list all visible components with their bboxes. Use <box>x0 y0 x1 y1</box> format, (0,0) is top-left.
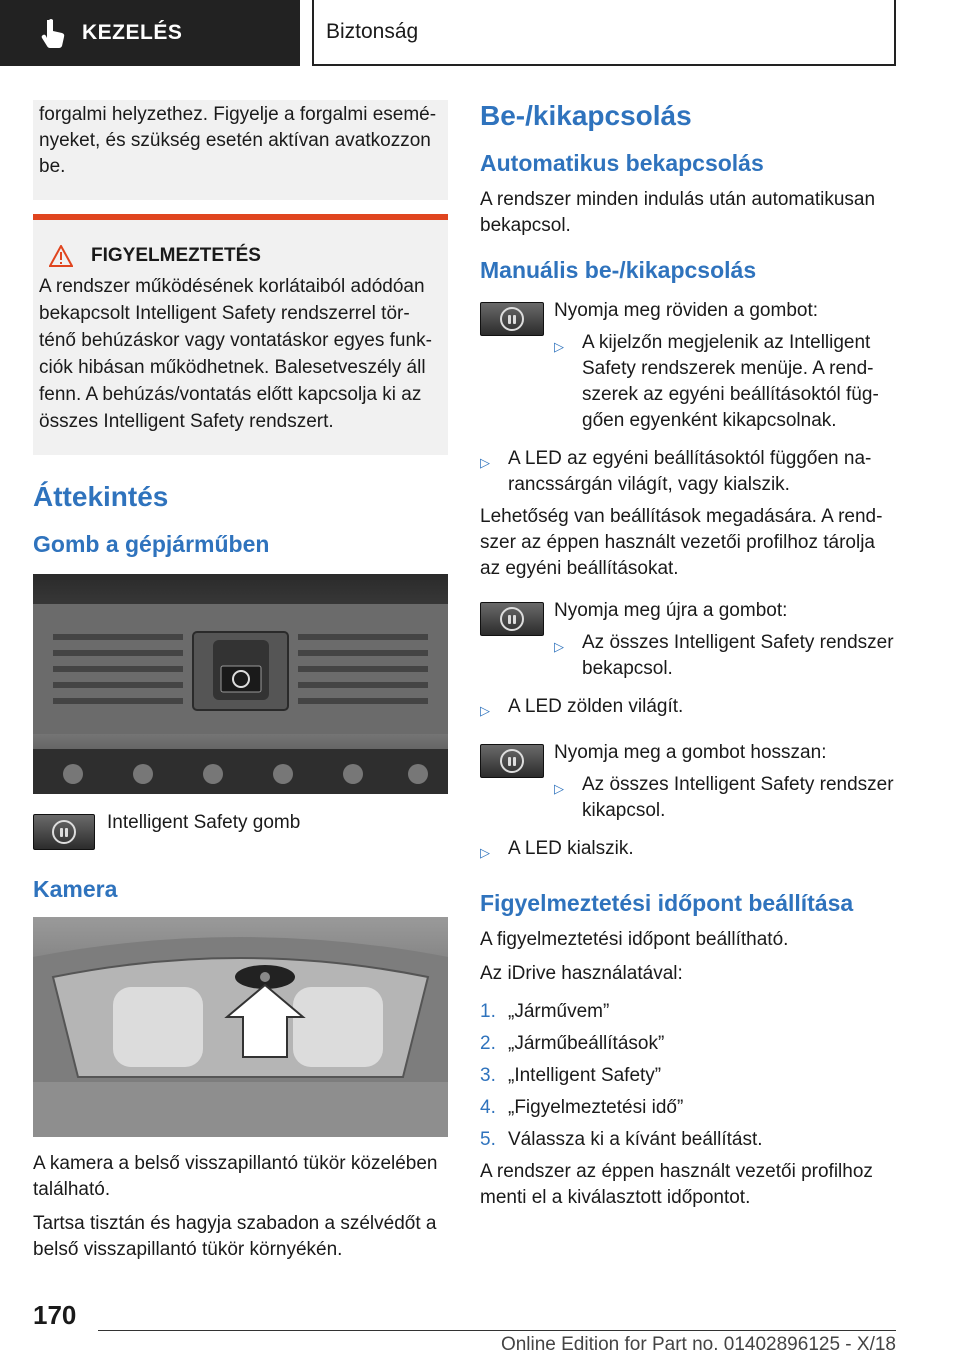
press-again-row <box>480 598 896 688</box>
footer-divider <box>98 1330 896 1331</box>
overview-title: Áttekintés <box>33 481 169 512</box>
bullet-triangle-icon: ▷ <box>554 339 564 354</box>
warning-title-row <box>39 242 440 269</box>
topic-label: Biztonság <box>312 0 896 66</box>
left-column <box>33 100 448 1271</box>
button-caption: Intelligent Safety gomb <box>107 812 301 833</box>
bullet-triangle-icon: ▷ <box>480 455 490 470</box>
page-number: 170 <box>33 1300 77 1330</box>
button-caption-row <box>33 810 448 850</box>
dashboard-illustration <box>33 574 448 794</box>
short-led-bullet: ▷ A LED az egyéni beállításoktól függően na-rancssárgán világít, vagy kialszik. <box>480 446 896 498</box>
intelligent-safety-button-icon <box>33 814 95 850</box>
warning-text: A rendszer működésének korlátaiból adódóan bekapcsolt Intelligent Safety rendszerrel tör-ténő behúzáskor vagy vontatáskor egyes funk-ciók hibásan működhetnek. Balesetveszély áll fenn. A behúzás/vontatás előtt kapcsolja ki az összes Intelligent Safety rendszert. <box>39 276 432 432</box>
list-item: 4. „Figyelmeztetési idő” <box>480 1097 684 1118</box>
intelligent-safety-button-icon <box>480 744 544 778</box>
press-again-text: Nyomja meg újra a gombot: <box>554 600 788 621</box>
idrive-text: Az iDrive használatával: <box>480 963 683 984</box>
onoff-title: Be-/kikapcsolás <box>480 100 692 131</box>
intelligent-safety-button-icon <box>480 302 544 336</box>
press-short-text: Nyomja meg röviden a gombot: <box>554 300 819 321</box>
warning-box <box>33 214 448 455</box>
auto-text: A rendszer minden indulás után automatikusan bekapcsol. <box>480 189 876 236</box>
final-text: A rendszer az éppen használt vezetői profilhoz menti el a kiválasztott időpontot. <box>480 1161 873 1208</box>
list-item: 1. „Járművem” <box>480 1001 610 1022</box>
bullet-triangle-icon: ▷ <box>554 639 564 654</box>
long-led-bullet: ▷ A LED kialszik. <box>480 836 896 866</box>
camera-text-2: Tartsa tisztán és hagyja szabadon a szélvédőt a belső visszapillantó tükör környékén. <box>33 1213 437 1260</box>
auto-heading: Automatikus bekapcsolás <box>480 150 764 176</box>
press-long-text: Nyomja meg a gombot hosszan: <box>554 742 827 763</box>
intro-box <box>33 100 448 200</box>
camera-text-1: A kamera a belső visszapillantó tükör közelében található. <box>33 1153 438 1200</box>
time-text: A figyelmeztetési időpont beállítható. <box>480 929 789 950</box>
intelligent-safety-button-icon <box>480 602 544 636</box>
again-sub-bullet: ▷ Az összes Intelligent Safety rendszer bekapcsol. <box>554 630 896 682</box>
list-item: 3. „Intelligent Safety” <box>480 1065 662 1086</box>
short-sub-bullet: ▷ A kijelzőn megjelenik az Intelligent Safety rendszerek menüje. A rend-szerek az egyéni beállításoktól füg-gően egyenként kikapcsolnak. <box>554 330 896 434</box>
button-heading: Gomb a gépjárműben <box>33 531 270 557</box>
windshield-illustration <box>33 917 448 1137</box>
manual-heading: Manuális be-/kikapcsolás <box>480 257 757 283</box>
hand-pointer-icon <box>40 18 66 48</box>
list-item: 2. „Járműbeállítások” <box>480 1033 665 1054</box>
section-label: KEZELÉS <box>82 21 183 44</box>
camera-heading: Kamera <box>33 876 118 902</box>
long-sub-bullet: ▷ Az összes Intelligent Safety rendszer kikapcsol. <box>554 772 896 824</box>
bullet-triangle-icon: ▷ <box>554 781 564 796</box>
warning-title: FIGYELMEZTETÉS <box>91 245 261 266</box>
intro-text: forgalmi helyzethez. Figyelje a forgalmi esemé-nyeket, és szükség esetén aktívan avatkozzon be. <box>39 104 437 177</box>
bullet-triangle-icon: ▷ <box>480 703 490 718</box>
bullet-triangle-icon: ▷ <box>480 845 490 860</box>
camera-photo <box>33 917 448 1137</box>
warning-triangle-icon <box>49 245 73 267</box>
time-heading: Figyelmeztetési időpont beállítása <box>480 890 854 916</box>
right-column <box>480 100 896 1219</box>
edition-text: Online Edition for Part no. 01402896125 - X/18 <box>500 1334 896 1355</box>
press-long-row <box>480 740 896 830</box>
dashboard-button-photo <box>33 574 448 794</box>
settings-text: Lehetőség van beállítások megadására. A rend-szer az éppen használt vezetői profilhoz tárolja az egyéni beállításokat. <box>480 506 883 579</box>
again-led-bullet: ▷ A LED zölden világít. <box>480 694 896 724</box>
steps-list <box>480 999 896 1153</box>
list-item: 5. Válassza ki a kívánt beállítást. <box>480 1129 763 1150</box>
page-header <box>0 0 960 66</box>
press-short-row <box>480 298 896 440</box>
section-tab <box>0 0 300 66</box>
